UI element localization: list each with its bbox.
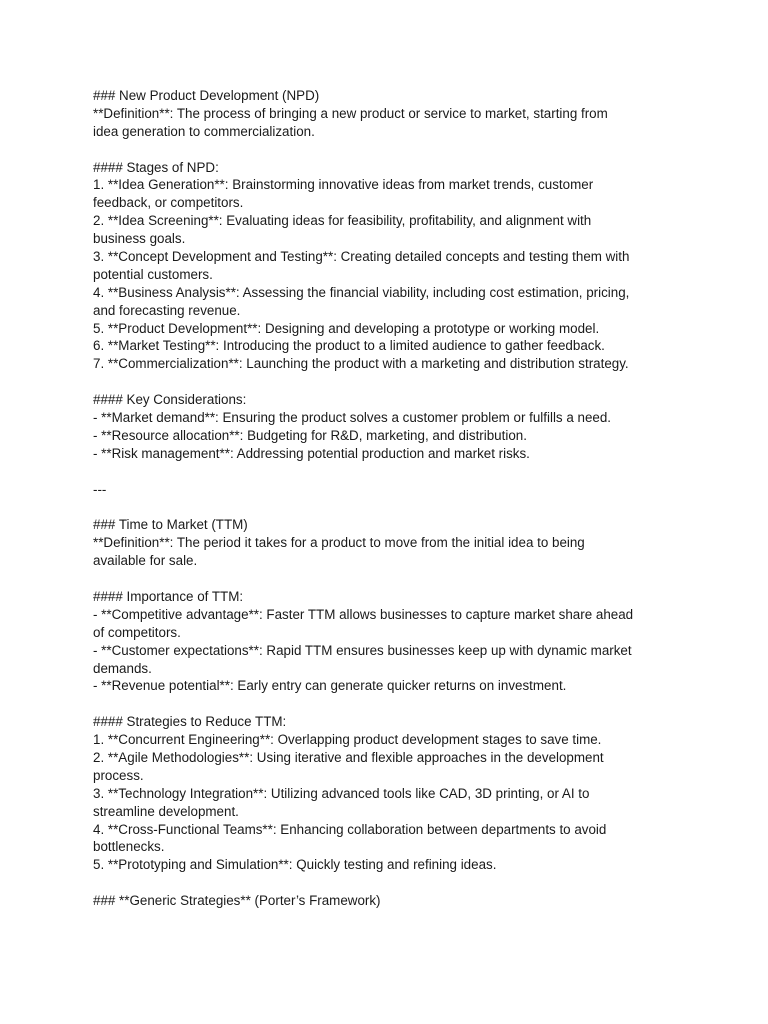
blank-line [93,695,693,713]
npd-stage-line: 5. **Product Development**: Designing and developing a prototype or working model. [93,320,600,336]
ttm-strategy-line: 4. **Cross-Functional Teams**: Enhancing collaboration between departments to avoid [93,821,607,837]
ttm-importance-heading: #### Importance of TTM: [93,588,244,604]
npd-stage-line: 2. **Idea Screening**: Evaluating ideas for feasibility, profitability, and alignment with [93,213,592,229]
ttm-importance-line: of competitors. [93,624,181,640]
npd-consideration-line: - **Risk management**: Addressing potential production and market risks. [93,445,530,461]
blank-line [93,373,693,391]
npd-consideration-line: - **Market demand**: Ensuring the product solves a customer problem or fulfills a need. [93,410,612,426]
ttm-strategy-line: 1. **Concurrent Engineering**: Overlapping product development stages to save time. [93,732,602,748]
ttm-importance-line: demands. [93,660,152,676]
npd-stage-line: 1. **Idea Generation**: Brainstorming innovative ideas from market trends, customer [93,177,594,193]
ttm-importance-line: - **Competitive advantage**: Faster TTM allows businesses to capture market share ahead [93,606,634,622]
npd-stage-line: 4. **Business Analysis**: Assessing the financial viability, including cost estimation, pricing, [93,284,630,300]
npd-stage-line: feedback, or competitors. [93,195,244,211]
npd-stages-heading: #### Stages of NPD: [93,159,219,175]
ttm-importance-line: - **Customer expectations**: Rapid TTM ensures businesses keep up with dynamic market [93,642,632,658]
blank-line [93,463,693,481]
blank-line [93,141,693,159]
npd-stage-line: 7. **Commercialization**: Launching the product with a marketing and distribution strategy. [93,356,629,372]
npd-stage-line: 6. **Market Testing**: Introducing the product to a limited audience to gather feedback. [93,338,605,354]
npd-heading: ### New Product Development (NPD) [93,88,320,103]
ttm-strategies-heading: #### Strategies to Reduce TTM: [93,714,287,730]
blank-line [93,874,693,892]
ttm-strategy-line: 3. **Technology Integration**: Utilizing advanced tools like CAD, 3D printing, or AI to [93,785,590,801]
ttm-definition-line: **Definition**: The period it takes for a product to move from the initial idea to being [93,535,585,551]
ttm-definition-line: available for sale. [93,553,198,569]
ttm-strategy-line: 2. **Agile Methodologies**: Using iterative and flexible approaches in the development [93,749,604,765]
ttm-strategy-line: bottlenecks. [93,839,165,855]
npd-stage-line: and forecasting revenue. [93,302,241,318]
npd-stage-line: 3. **Concept Development and Testing**: Creating detailed concepts and testing them with [93,249,630,265]
npd-definition-line: **Definition**: The process of bringing a new product or service to market, starting from [93,105,608,121]
npd-consideration-line: - **Resource allocation**: Budgeting for R&D, marketing, and distribution. [93,427,527,443]
document-page [93,87,693,910]
blank-line [93,498,693,516]
npd-definition-line: idea generation to commercialization. [93,123,315,139]
npd-stage-line: business goals. [93,231,186,247]
npd-stage-line: potential customers. [93,266,213,282]
ttm-strategy-line: 5. **Prototyping and Simulation**: Quickly testing and refining ideas. [93,857,497,873]
ttm-heading: ### Time to Market (TTM) [93,517,248,533]
section-separator: --- [93,481,107,497]
npd-considerations-heading: #### Key Considerations: [93,392,247,408]
generic-strategies-heading: ### **Generic Strategies** (Porter’s Framework) [93,893,381,909]
ttm-importance-line: - **Revenue potential**: Early entry can generate quicker returns on investment. [93,678,567,694]
ttm-strategy-line: streamline development. [93,803,239,819]
blank-line [93,570,693,588]
ttm-strategy-line: process. [93,767,144,783]
